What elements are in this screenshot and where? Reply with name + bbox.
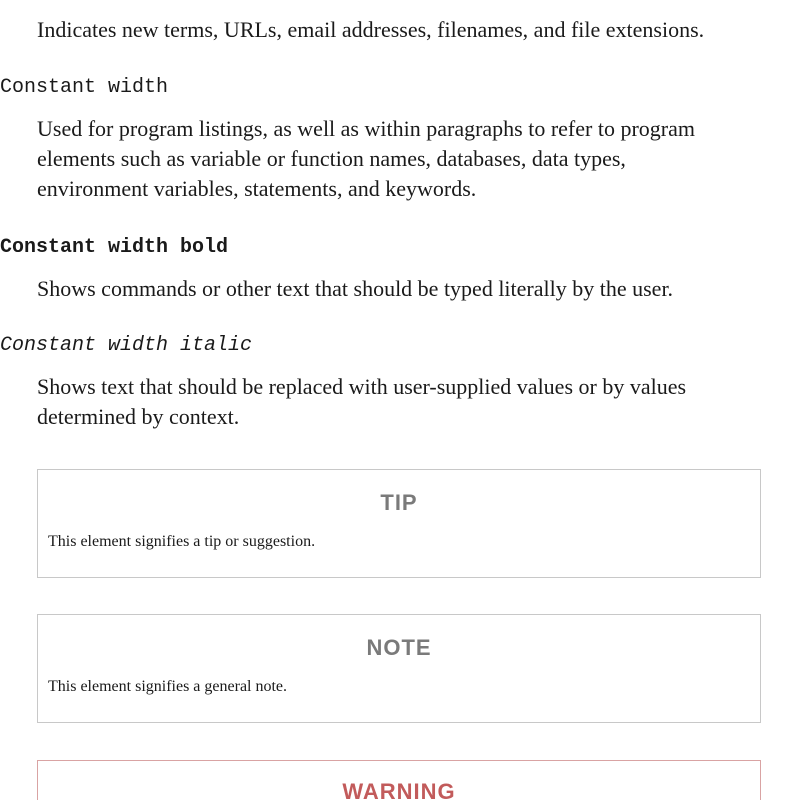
constant-width-bold-term: Constant width bold: [0, 236, 229, 259]
tip-title: TIP: [380, 490, 418, 515]
note-title: NOTE: [366, 635, 432, 660]
constant-width-italic-term: Constant width italic: [0, 334, 253, 357]
constant-width-description: [37, 114, 787, 204]
italic-description: Indicates new terms, URLs, email addresses, filenames, and file extensions.: [37, 17, 705, 42]
description-line: Shows text that should be replaced with user-supplied values or by values: [37, 374, 687, 399]
constant-width-italic-description: [37, 372, 787, 432]
description-line: elements such as variable or function names, databases, data types,: [37, 146, 626, 171]
constant-width-bold-description: Shows commands or other text that should be typed literally by the user.: [37, 276, 674, 301]
warning-callout: [37, 760, 761, 800]
description-line: environment variables, statements, and keywords.: [37, 176, 477, 201]
constant-width-term: Constant width: [0, 76, 169, 99]
tip-callout: [37, 469, 761, 578]
description-line: determined by context.: [37, 404, 240, 429]
description-line: Used for program listings, as well as within paragraphs to refer to program: [37, 116, 695, 141]
note-callout: [37, 614, 761, 723]
warning-title: WARNING: [342, 779, 456, 800]
tip-text: This element signifies a tip or suggestion.: [48, 533, 316, 550]
note-text: This element signifies a general note.: [48, 678, 288, 695]
